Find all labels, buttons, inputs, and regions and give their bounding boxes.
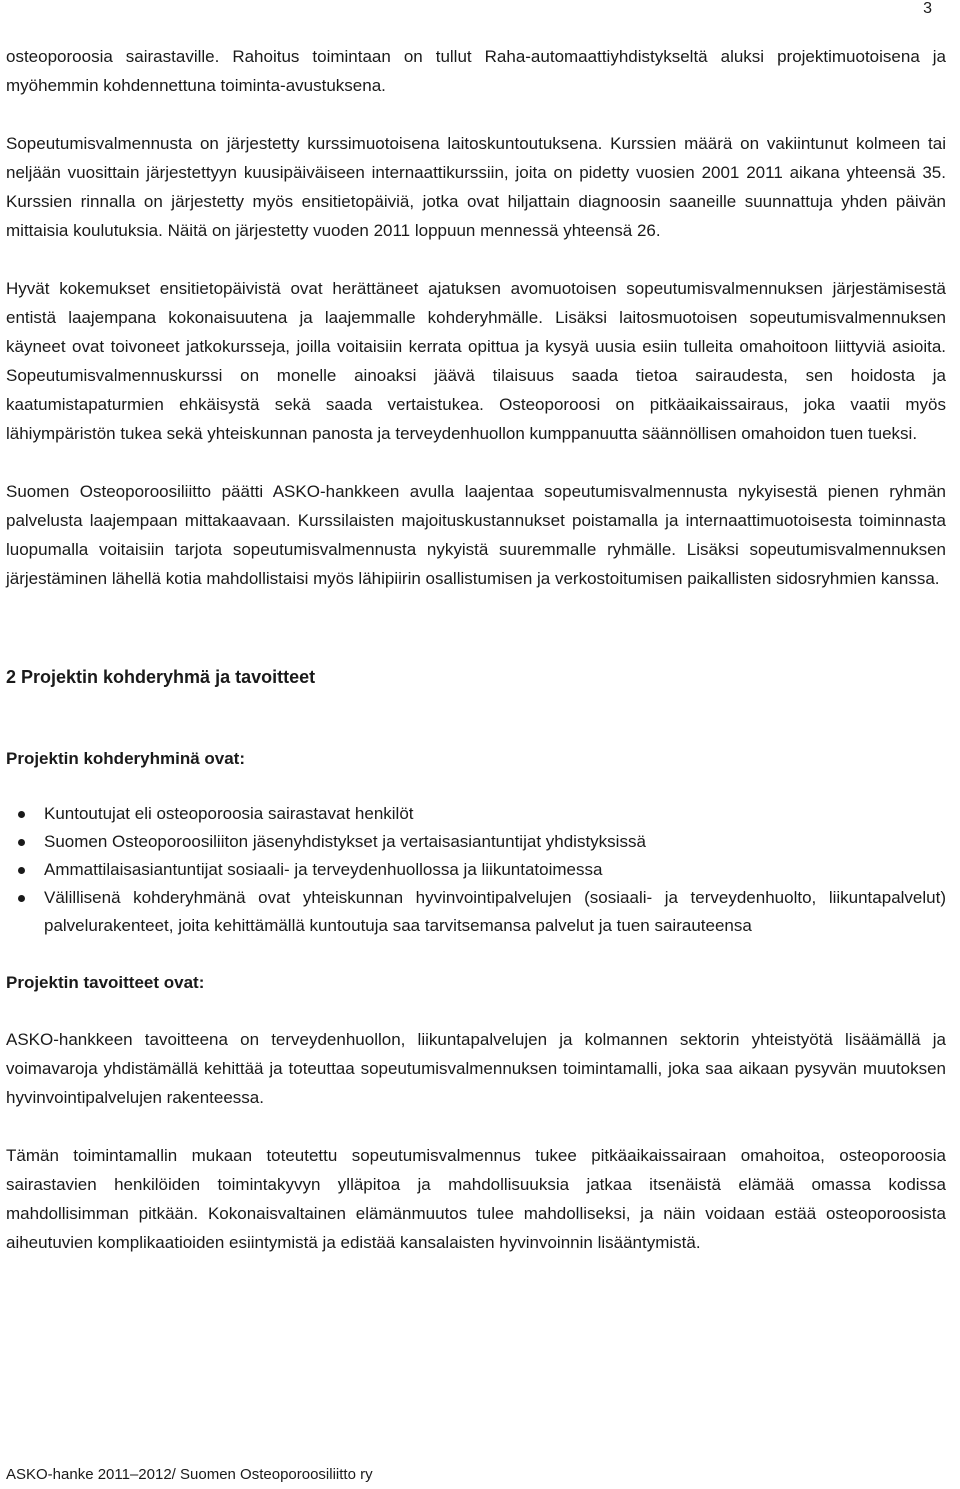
target-groups-heading: Projektin kohderyhminä ovat: — [6, 749, 245, 768]
bullet-icon — [18, 895, 25, 902]
paragraph: Tämän toimintamallin mukaan toteutettu sopeutumisvalmennus tukee pitkäaikaissairaan omahoitoa, osteoporoosia sairastavien henkilöiden toimintakyvyn ylläpitoa ja mahdollisuuksia jatkaa itsenäistä elämää omassa kodissa mahdollisimman pitkään. Kokonaisvaltainen elämänmuutos tulee mahdolliseksi, ja näin voidaan estää osteoporoosista aiheutuvien komplikaatioiden esiintymistä ja edistää kansalaisten hyvinvoinnin lisääntymistä. — [6, 1146, 946, 1252]
target-groups-list — [6, 800, 946, 940]
goals-heading: Projektin tavoitteet ovat: — [6, 973, 205, 992]
bullet-icon — [18, 867, 25, 874]
paragraph: Sopeutumisvalmennusta on järjestetty kurssimuotoisena laitoskuntoutuksena. Kurssien määrä on vakiintunut kolmeen tai neljään vuosittain järjestettyyn kuusipäiväiseen internaattikurssiin, joita on pidetty vuosien 2001 2011 aikana yhteensä 35. Kurssien rinnalla on järjestetty myös ensitietopäiviä, jotka ovat hiljattain diagnoosin saaneille suunnattuja yhden päivän mittaisia koulutuksia. Näitä on järjestetty vuoden 2011 loppuun mennessä yhteensä 26. — [6, 134, 946, 240]
page-number: 3 — [923, 0, 932, 17]
bullet-icon — [18, 839, 25, 846]
bullet-icon — [18, 811, 25, 818]
paragraph: ASKO-hankkeen tavoitteena on terveydenhuollon, liikuntapalvelujen ja kolmannen sektorin yhteistyötä lisäämällä ja voimavaroja yhdistämällä kehittää ja toteuttaa sopeutumisvalmennuksen toimintamalli, joka saa aikaan pysyvän muutoksen hyvinvointipalvelujen rakenteessa. — [6, 1030, 946, 1107]
list-item: Ammattilaisasiantuntijat sosiaali- ja terveydenhuollossa ja liikuntatoimessa — [6, 856, 946, 884]
paragraph: Suomen Osteoporoosiliitto päätti ASKO-hankkeen avulla laajentaa sopeutumisvalmennusta nykyisestä pienen ryhmän palvelusta laajempaan mittakaavaan. Kurssilaisten majoituskustannukset poistamalla ja internaattimuotoisesta toiminnasta luopumalla voitaisiin tarjota sopeutumisvalmennusta nykyistä suuremmalle ryhmälle. Lisäksi sopeutumisvalmennuksen järjestäminen lähellä kotia mahdollistaisi myös lähipiirin osallistumisen ja verkostoitumisen paikallisten sidosryhmien kanssa. — [6, 482, 946, 588]
list-item: Kuntoutujat eli osteoporoosia sairastavat henkilöt — [6, 800, 946, 828]
footer: ASKO-hanke 2011–2012/ Suomen Osteoporoosiliitto ry — [6, 1466, 373, 1483]
paragraph: osteoporoosia sairastaville. Rahoitus toimintaan on tullut Raha-automaattiyhdistykseltä aluksi projektimuotoisena ja myöhemmin kohdennettuna toiminta-avustuksena. — [6, 47, 946, 95]
paragraph: Hyvät kokemukset ensitietopäivistä ovat herättäneet ajatuksen avomuotoisen sopeutumisvalmennuksen järjestämisestä entistä laajempana kokonaisuutena ja laajemmalle kohderyhmälle. Lisäksi laitosmuotoisen sopeutumisvalmennuksen käyneet ovat toivoneet jatkokursseja, joilla voitaisiin kerrata opittua ja kysyä uusia esiin tulleita omahoitoon liittyviä asioita. Sopeutumisvalmennuskurssi on monelle ainoaksi jäävä tilaisuus saada tietoa sairaudesta, sen hoidosta ja kaatumistapaturmien ehkäisystä sekä saada vertaistukea. Osteoporoosi on pitkäaikaissairaus, joka vaatii myös lähiympäristön tukea sekä yhteiskunnan panosta ja terveydenhuollon kumppanuutta säännöllisen omahoidon tuen tueksi. — [6, 279, 946, 443]
section-heading: 2 Projektin kohderyhmä ja tavoitteet — [6, 667, 316, 687]
document-body — [6, 42, 946, 1257]
list-item: Välillisenä kohderyhmänä ovat yhteiskunnan hyvinvointipalvelujen (sosiaali- ja terveydenhuolto, liikuntapalvelut) palvelurakenteet, joita kehittämällä kuntoutuja saa tarvitsemansa palvelut ja tuen sairauteensa — [6, 884, 946, 940]
list-item: Suomen Osteoporoosiliiton jäsenyhdistykset ja vertaisasiantuntijat yhdistyksissä — [6, 828, 946, 856]
